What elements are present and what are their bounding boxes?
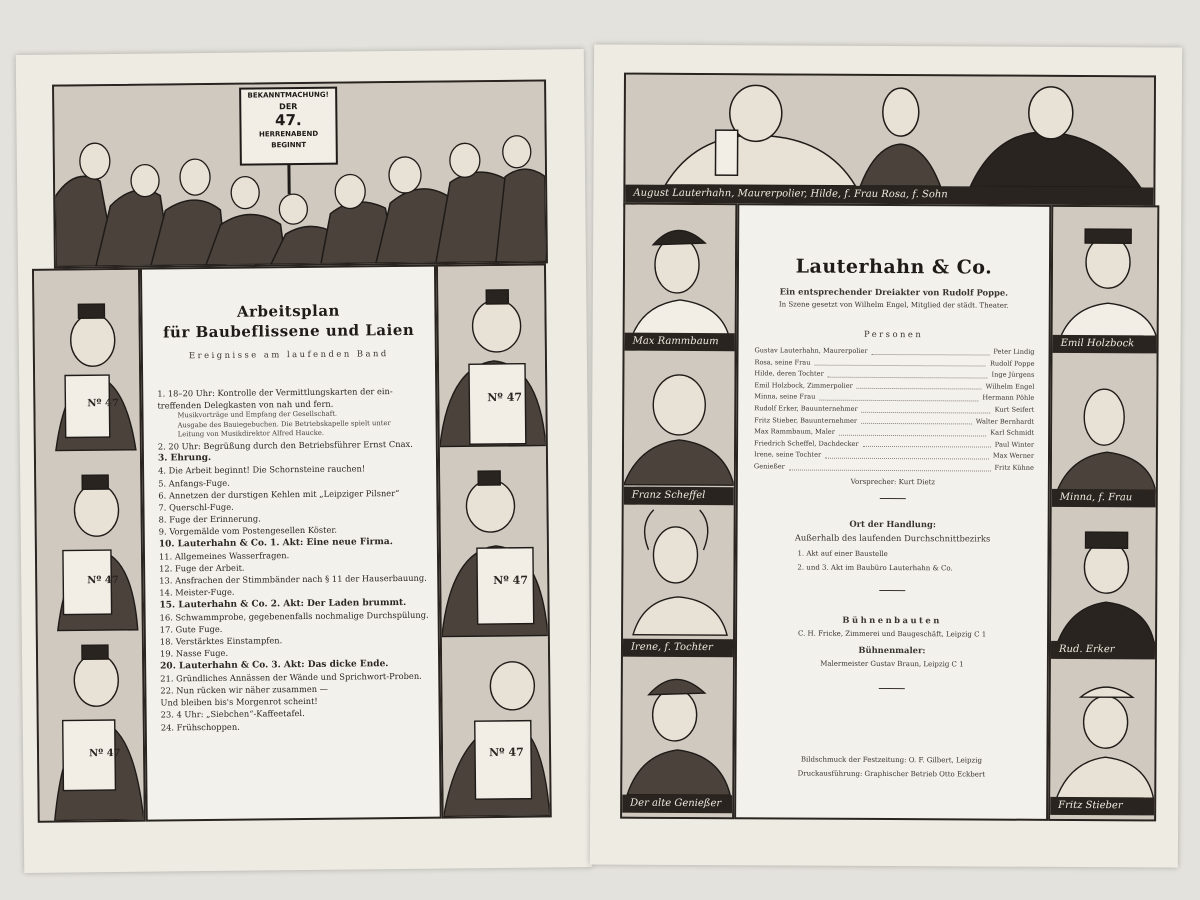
program-item: 3. Ehrung.	[157, 453, 212, 464]
place-line-2: 1. Akt auf einer Baustelle	[797, 549, 888, 559]
program-item: 12. Fuge der Arbeit.	[159, 562, 245, 574]
play-subtitle: Ein entsprechender Dreiakter von Rudolf Poppe.	[779, 286, 1009, 298]
caption-right-1: Emil Holzbock	[1053, 335, 1157, 354]
cast-leader-dots	[825, 450, 989, 459]
print-line-2: Druckausführung: Graphischer Betrieb Otto Eckbert	[797, 769, 986, 779]
program-item: 11. Allgemeines Wasserfragen.	[158, 549, 290, 562]
program-item: 9. Vorgemälde vom Postengesellen Köster.	[158, 524, 338, 537]
program-item: Leitung von Musikdirektor Alfred Haucke.	[177, 429, 325, 439]
cast-actor: Max Werner	[992, 451, 1035, 461]
program-title-2: für Baubeflissene und Laien	[162, 320, 415, 342]
program-item: 4. Die Arbeit beginnt! Die Schornsteine rauchen!	[158, 463, 366, 476]
program-item: 16. Schwammprobe, gegebenenfalls nochmalige Durchspülung.	[159, 609, 429, 623]
program-item: 21. Gründliches Annässen der Wände und Sprichwort-Proben.	[160, 670, 422, 684]
cast-panel	[734, 203, 1051, 821]
separator-2	[879, 590, 905, 591]
cast-actor: Kurt Seifert	[994, 405, 1035, 414]
program-item: 18. Verstärktes Einstampfen.	[159, 635, 283, 647]
program-item: 15. Lauterhahn & Co. 2. Akt: Der Laden brummt.	[159, 597, 407, 611]
cast-actor: Paul Winter	[994, 440, 1035, 449]
cast-row	[754, 461, 1034, 474]
play-staging: In Szene gesetzt von Wilhelm Engel, Mitglied der städt. Theater.	[778, 300, 1009, 310]
caption-left-2: Franz Scheffel	[624, 487, 734, 506]
left-portraits-column	[620, 203, 737, 820]
cast-role: Minna, seine Frau	[754, 392, 816, 402]
sign-line-1: BEKANNTMACHUNG!	[247, 90, 329, 100]
cast-leader-dots	[863, 439, 991, 448]
cast-leader-dots	[828, 369, 988, 378]
cast-leader-dots	[872, 346, 990, 355]
stage-text: C. H. Fricke, Zimmerei und Baugeschäft, Leipzig C 1	[797, 629, 987, 639]
right-portraits-illustration	[1050, 207, 1157, 820]
cast-role: Gustav Lauterhahn, Maurerpolier	[754, 346, 868, 355]
sign-line-5: BEGINNT	[271, 140, 307, 150]
badge-left-2: Nº 47	[87, 574, 119, 587]
program-subtitle: Ereignisse am laufenden Band	[188, 348, 389, 361]
cast-leader-dots	[839, 427, 986, 436]
program-item: 20. Lauterhahn & Co. 3. Akt: Das dicke Ende.	[160, 658, 389, 672]
cast-role: Irene, seine Tochter	[753, 450, 822, 460]
caption-left-1: Max Rammbaum	[625, 333, 735, 352]
fez-readers-illustration	[438, 265, 550, 816]
program-item: 2. 20 Uhr: Begrüßung durch den Betriebsführer Ernst Cnax.	[157, 438, 413, 452]
program-item: 6. Annetzen der durstigen Kehlen mit „Leipziger Pilsner“	[158, 487, 400, 501]
top-caption-band: August Lauterhahn, Maurerpolier, Hilde, f. Frau Rosa, f. Sohn	[625, 185, 1153, 206]
place-line-3: 2. und 3. Akt im Baubüro Lauterhahn & Co.	[797, 563, 953, 573]
sign-line-3: 47.	[275, 111, 302, 130]
cast-leader-dots	[814, 357, 986, 366]
program-item: Ausgabe des Bauiegebuchen. Die Betriebskapelle spielt unter	[177, 418, 391, 430]
cast-actor: Inge Jürgens	[991, 370, 1035, 379]
painter-heading: Bühnenmaler:	[858, 644, 926, 656]
program-item: Und bleiben bis's Morgenrot scheint!	[160, 696, 318, 708]
play-title: Lauterhahn & Co.	[795, 255, 993, 279]
badge-right-2: Nº 47	[493, 573, 529, 588]
cast-role: Max Rammbaum, Maler	[754, 427, 835, 436]
program-item: treffenden Delegkasten von nah und fern.	[157, 398, 334, 411]
cast-leader-dots	[862, 404, 991, 413]
program-item: 23. 4 Uhr: „Siebchen“-Kaffeetafel.	[160, 708, 305, 720]
sign-line-4: HERRENABEND	[258, 129, 319, 139]
place-heading: Ort der Handlung:	[849, 518, 936, 530]
prompter-line: Vorsprecher: Kurt Dietz	[850, 477, 936, 487]
cast-role: Friedrich Scheffel, Dachdecker	[754, 439, 859, 448]
cast-actor: Peter Lindig	[993, 347, 1035, 356]
program-item: 5. Anfangs-Fuge.	[158, 477, 230, 489]
place-line-1: Außerhalb des laufenden Durchschnittbezirks	[794, 532, 991, 544]
program-item: 1. 18–20 Uhr: Kontrolle der Vermittlungskarten der ein-	[157, 386, 393, 399]
print-line-1: Bildschmuck der Festzeitung: O. F. Gilbert, Leipzig	[800, 755, 982, 765]
cast-role: Fritz Stieber, Bauunternehmer	[754, 415, 858, 425]
cast-role: Genießer	[753, 462, 785, 471]
top-family-cartoon	[623, 73, 1156, 210]
program-title-1: Arbeitsplan	[236, 301, 341, 321]
caption-left-4: Der alte Genießer	[622, 795, 732, 814]
cast-actor: Fritz Kühne	[994, 463, 1034, 472]
stage-heading: Bühnenbauten	[842, 614, 942, 626]
caption-right-2: Minna, f. Frau	[1052, 489, 1156, 508]
cast-actor: Wilhelm Engel	[985, 382, 1035, 391]
program-panel	[140, 265, 442, 822]
program-item: 22. Nun rücken wir näher zusammen —	[160, 683, 329, 696]
cast-actor: Walter Bernhardt	[975, 417, 1035, 426]
program-item: Musikvorträge und Empfang der Gesellschaft.	[177, 410, 338, 420]
program-item: 17. Gute Fuge.	[159, 623, 223, 635]
badge-right-1: Nº 47	[487, 390, 523, 405]
left-figures-column	[32, 268, 146, 823]
program-item: 19. Nasse Fuge.	[159, 648, 229, 659]
left-portraits-illustration	[622, 205, 735, 818]
caption-left-3: Irene, f. Tochter	[623, 639, 733, 658]
badge-left-3: Nº 47	[88, 747, 121, 760]
cast-role: Rosa, seine Frau	[754, 357, 811, 367]
sign-line-2: DER	[279, 102, 298, 112]
right-portraits-column	[1048, 205, 1159, 822]
program-item: 24. Frühschoppen.	[160, 721, 240, 733]
painter-text: Malermeister Gustav Braun, Leipzig C 1	[820, 659, 964, 669]
badge-left-1: Nº 47	[87, 397, 119, 410]
program-item: 8. Fuge der Erinnerung.	[158, 513, 261, 525]
cast-leader-dots	[789, 461, 991, 471]
cast-actor: Rudolf Poppe	[989, 359, 1035, 368]
program-item: 10. Lauterhahn & Co. 1. Akt: Eine neue Firma.	[158, 536, 393, 550]
right-figures-column	[436, 263, 552, 818]
readers-illustration	[34, 270, 144, 821]
cast-role: Emil Holzbock, Zimmerpolier	[754, 381, 853, 390]
caption-right-3: Rud. Erker	[1051, 641, 1155, 660]
cast-heading: Personen	[863, 328, 924, 340]
top-crowd-cartoon	[52, 79, 548, 268]
separator-3	[879, 688, 905, 689]
cast-list	[754, 345, 1035, 474]
badge-right-3: Nº 47	[488, 745, 524, 760]
cast-actor: Hermann Pöhle	[982, 393, 1035, 403]
program-item: 7. Querschl-Fuge.	[158, 501, 234, 513]
cast-role: Hilde, deren Tochter	[754, 369, 824, 378]
cast-leader-dots	[819, 392, 978, 401]
announcement-sign	[240, 90, 337, 152]
cast-role: Rudolf Erker, Bauunternehmer	[754, 404, 858, 413]
program-item: 14. Meister-Fuge.	[159, 587, 235, 598]
right-page	[590, 44, 1182, 867]
cast-leader-dots	[857, 381, 982, 390]
caption-right-4: Fritz Stieber	[1050, 797, 1154, 816]
separator-1	[880, 498, 906, 499]
left-page	[16, 49, 593, 873]
cast-actor: Karl Schmidt	[990, 428, 1035, 437]
program-item: 13. Ansfrachen der Stimmbänder nach § 11 der Hauserbauung.	[159, 572, 427, 586]
program-list	[157, 385, 431, 734]
cast-leader-dots	[861, 415, 972, 424]
